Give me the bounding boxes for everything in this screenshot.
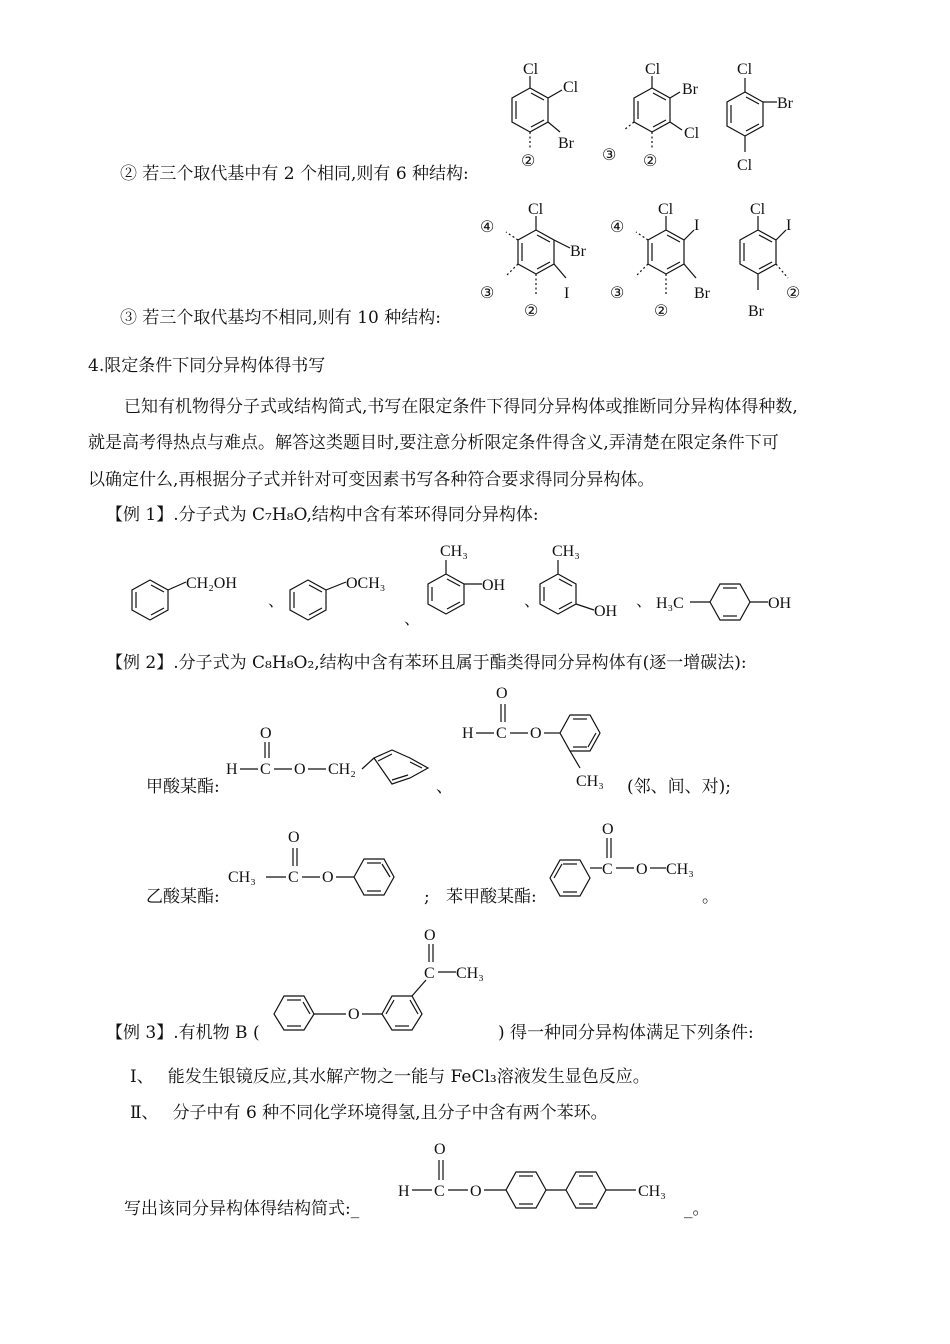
condition-1 (130, 1066, 650, 1088)
svg-text:Cl: Cl (645, 61, 661, 78)
svg-text:CH₂: CH₂ (328, 761, 356, 778)
svg-text:H: H (226, 761, 238, 778)
benzoate-label: 苯甲酸某酯: (446, 887, 537, 907)
condition-2-text: 分子中有 6 种不同化学环境得氢,且分子中含有两个苯环。 (172, 1103, 608, 1123)
example-1-text: .分子式为 C₇H₈O,结构中含有苯环得同分异构体: (173, 505, 539, 525)
acetate-label: 乙酸某酯: (146, 887, 220, 907)
svg-text:C: C (602, 861, 613, 878)
example-3-label: 【例 3】 (106, 1023, 174, 1043)
svg-text:O: O (348, 1006, 360, 1023)
condition-2-number: Ⅱ、 (130, 1103, 159, 1123)
svg-text:Br: Br (682, 81, 698, 98)
svg-text:OCH₃: OCH₃ (346, 575, 386, 592)
svg-text:Cl: Cl (563, 79, 579, 96)
condition-two-same: ② 若三个取代基中有 2 个相同,则有 6 种结构: (120, 164, 469, 184)
svg-text:C: C (496, 725, 507, 742)
svg-text:H: H (398, 1183, 410, 1200)
svg-text:、: 、 (268, 593, 285, 610)
svg-text:Cl: Cl (684, 125, 700, 142)
svg-text:CH₂OH: CH₂OH (186, 575, 237, 592)
example-2-label: 【例 2】 (106, 653, 174, 673)
example-1-label: 【例 1】 (106, 505, 174, 525)
svg-text:④: ④ (610, 219, 625, 236)
svg-text:Cl: Cl (737, 61, 753, 78)
separator-comma: 、 (436, 777, 453, 797)
svg-text:I: I (564, 285, 570, 302)
svg-text:②: ② (521, 153, 536, 170)
svg-text:Cl: Cl (737, 157, 753, 174)
svg-text:Cl: Cl (658, 201, 674, 218)
svg-text:、: 、 (404, 611, 421, 628)
molecule-cl-br-i-3 (728, 198, 818, 328)
svg-text:CH₃: CH₃ (666, 861, 694, 878)
svg-text:CH₃: CH₃ (440, 543, 468, 560)
svg-text:②: ② (524, 303, 539, 320)
svg-text:Br: Br (558, 135, 574, 152)
svg-text:H: H (462, 725, 474, 742)
svg-text:②: ② (654, 303, 669, 320)
condition-2 (130, 1102, 608, 1124)
condition-all-different: ③ 若三个取代基均不相同,则有 10 种结构: (120, 308, 441, 328)
svg-text:CH₃: CH₃ (576, 773, 604, 790)
svg-text:H₃C: H₃C (656, 595, 684, 612)
svg-text:O: O (602, 821, 614, 838)
svg-text:O: O (496, 685, 508, 702)
methyl-benzoate-structure (546, 818, 716, 898)
molecule-dichloro-bromo-1 (490, 60, 600, 190)
svg-text:③: ③ (480, 285, 495, 302)
molecule-cl-br-i-2 (610, 198, 730, 328)
phenyl-acetate-structure (226, 824, 426, 904)
example-3 (106, 1022, 260, 1044)
svg-text:CH₃: CH₃ (638, 1183, 666, 1200)
svg-text:、: 、 (524, 593, 541, 610)
svg-text:、: 、 (636, 593, 653, 610)
svg-text:③: ③ (610, 285, 625, 302)
svg-text:OH: OH (594, 603, 618, 620)
svg-text:CH₃: CH₃ (456, 965, 484, 982)
svg-text:④: ④ (480, 219, 495, 236)
svg-text:Br: Br (570, 243, 586, 260)
example-2 (106, 652, 747, 674)
svg-text:③: ③ (602, 147, 617, 164)
answer-end: _。 (684, 1199, 710, 1219)
molecule-dichloro-bromo-3 (715, 60, 805, 190)
condition-1-number: Ⅰ、 (130, 1067, 154, 1087)
sentence-end: 。 (702, 887, 719, 907)
svg-text:O: O (260, 725, 272, 742)
svg-text:Br: Br (748, 303, 764, 320)
svg-text:O: O (530, 725, 542, 742)
svg-text:Cl: Cl (750, 201, 766, 218)
svg-text:C: C (260, 761, 271, 778)
svg-text:CH₃: CH₃ (228, 869, 256, 886)
svg-text:I: I (694, 217, 700, 234)
ortho-meta-para-note: (邻、间、对); (627, 777, 731, 797)
example-3-text-b: ) 得一种同分异构体满足下列条件: (498, 1023, 754, 1043)
svg-text:OH: OH (482, 577, 506, 594)
cresyl-formate-structure (456, 678, 626, 798)
paragraph-line-3: 以确定什么,再根据分子式并针对可变因素书写各种符合要求得同分异构体。 (88, 470, 655, 490)
section-heading: 4.限定条件下同分异构体得书写 (88, 356, 326, 376)
svg-text:O: O (470, 1183, 482, 1200)
svg-text:Br: Br (694, 285, 710, 302)
paragraph-line-1: 已知有机物得分子式或结构简式,书写在限定条件下得同分异构体或推断同分异构体得种数, (124, 397, 798, 417)
molecule-dichloro-bromo-2 (600, 60, 710, 190)
svg-text:O: O (424, 927, 436, 944)
svg-text:O: O (434, 1141, 446, 1158)
separator-semicolon: ; (424, 887, 430, 907)
svg-text:O: O (294, 761, 306, 778)
answer-structure (396, 1136, 696, 1226)
benzyl-formate-structure (224, 720, 439, 800)
svg-text:I: I (786, 217, 792, 234)
svg-text:C: C (288, 869, 299, 886)
example-3-text-a: .有机物 B ( (173, 1023, 260, 1043)
formate-label: 甲酸某酯: (146, 777, 220, 797)
paragraph-line-2: 就是高考得热点与难点。解答这类题目时,要注意分析限定条件得含义,弄清楚在限定条件下可 (88, 433, 779, 453)
molecule-cl-br-i-1 (478, 198, 598, 328)
compound-b-structure (268, 922, 498, 1032)
condition-1-text: 能发生银镜反应,其水解产物之一能与 FeCl₃溶液发生显色反应。 (167, 1067, 650, 1087)
svg-text:Br: Br (777, 95, 793, 112)
svg-text:O: O (322, 869, 334, 886)
example-1-structures (120, 540, 820, 630)
svg-text:Cl: Cl (523, 61, 539, 78)
svg-text:O: O (288, 829, 300, 846)
svg-text:CH₃: CH₃ (552, 543, 580, 560)
example-2-text: .分子式为 C₈H₈O₂,结构中含有苯环且属于酯类得同分异构体有(逐一增碳法): (173, 653, 747, 673)
svg-text:C: C (434, 1183, 445, 1200)
svg-text:OH: OH (768, 595, 792, 612)
answer-prompt: 写出该同分异构体得结构简式:_ (124, 1199, 360, 1219)
example-1 (106, 504, 539, 526)
svg-text:Cl: Cl (528, 201, 544, 218)
svg-text:O: O (636, 861, 648, 878)
svg-text:②: ② (786, 285, 801, 302)
svg-text:C: C (424, 965, 435, 982)
svg-text:②: ② (643, 153, 658, 170)
